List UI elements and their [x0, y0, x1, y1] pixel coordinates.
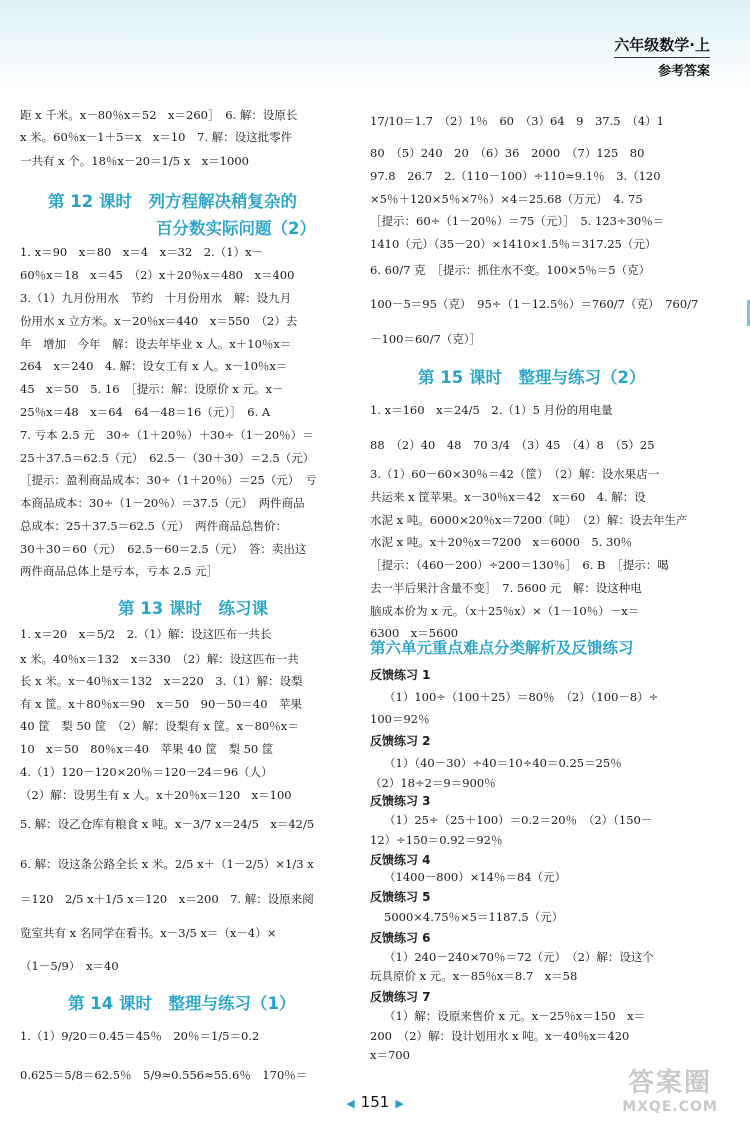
lesson-12-title-cont: 百分数实际问题（2） [156, 219, 316, 238]
text-line: 6. 解：设这条公路全长 x 米。2/5 x＋（1－2/5）×1/3 x [20, 857, 314, 871]
text-line: 脑成本价为 x 元。（x＋25％x）×（1－10％）－x＝ [370, 604, 640, 618]
text-line: ［提示：盈利商品成本：30÷（1＋20％）＝25（元） 亏 [20, 473, 317, 487]
text-line: 距 x 千米。x－80％x＝52 x＝260］ 6. 解：设原长 [20, 108, 298, 122]
lesson-13-title: 第 13 课时 练习课 [118, 599, 268, 618]
text-line: 30＋30＝60（元） 62.5－60＝2.5（元） 答：卖出这 [20, 542, 307, 556]
text-line: 水泥 x 吨。x＋20％x＝7200 x＝6000 5. 30％ [370, 535, 633, 549]
text-line: 60％x＝18 x＝45 （2）x＋20％x＝480 x＝400 [20, 268, 295, 282]
text-line: 45 x＝50 5. 16 ［提示：解：设原价 x 元。x－ [20, 382, 284, 396]
text-line: （1－5/9） x＝40 [20, 959, 119, 973]
text-line: 0.625＝5/8＝62.5％ 5/9≈0.556≈55.6％ 170％＝ [20, 1068, 308, 1082]
text-line: 两件商品总体上是亏本，亏本 2.5 元］ [20, 564, 219, 578]
prev-arrow-icon: ◀ [346, 1097, 355, 1110]
text-line: 一共有 x 个。18％x－20＝1/5 x x＝1000 [20, 154, 249, 168]
text-line: （1）100÷（100＋25）＝80％ （2）（100－8）÷ [384, 690, 659, 704]
text-line: 10 x＝50 80％x＝40 苹果 40 筐 梨 50 筐 [20, 742, 274, 756]
text-line: 6300 x＝5600 [370, 626, 459, 640]
text-line: ＝120 2/5 x＋1/5 x＝120 x＝200 7. 解：设原来阅 [20, 892, 314, 906]
text-line: 总成本：25＋37.5＝62.5（元） 两件商品总售价： [20, 519, 288, 533]
text-line: 年 增加 今年 解：设去年毕业 x 人。x＋10％x＝ [20, 337, 292, 351]
text-line: 本商品成本：30÷（1－20％）＝37.5（元） 两件商品 [20, 496, 305, 510]
text-line: 17/10＝1.7 （2）1％ 60 （3）64 9 37.5 （4）1 [370, 114, 664, 128]
text-line: 200 （2）解：设计划用水 x 吨。x－40％x＝420 [370, 1029, 630, 1043]
text-line: 有 x 筐。x＋80％x＝90 x＝50 90－50＝40 苹果 [20, 697, 303, 711]
lesson-15-title: 第 15 课时 整理与练习（2） [418, 368, 646, 387]
watermark-logo: 答案圈 [627, 1068, 712, 1098]
text-line: （1400－800）×14％＝84（元） [384, 870, 567, 884]
text-line: ×5％＋120×5％×7％）×4＝25.68（万元） 4. 75 [370, 192, 643, 206]
feedback-label: 反馈练习 6 [370, 931, 431, 945]
watermark-url: MXQE.COM [622, 1099, 718, 1115]
text-line: 7. 亏本 2.5 元 30÷（1＋20％）＋30÷（1－20％）＝ [20, 428, 314, 442]
text-line: （1）解：设原来售价 x 元。x－25％x＝150 x＝ [384, 1009, 646, 1023]
running-header [614, 34, 710, 79]
feedback-label: 反馈练习 2 [370, 734, 431, 748]
lesson-12-title: 第 12 课时 列方程解决稍复杂的 [48, 192, 297, 211]
text-line: x 米。40％x＝132 x＝330 （2）解：设这匹布一共 [20, 652, 299, 666]
text-line: 1.（1）9/20＝0.45＝45％ 20％＝1/5＝0.2 [20, 1029, 260, 1043]
text-line: 1410（元）（35－20）×1410×1.5％＝317.25（元） [370, 237, 657, 251]
text-line: （1）240－240×70％＝72（元） （2）解：设这个 [384, 950, 654, 964]
feedback-label: 反馈练习 4 [370, 853, 431, 867]
text-line: 3.（1）60－60×30％＝42（筐） （2）解：设水果店一 [370, 467, 660, 481]
text-line: 长 x 米。x－40％x＝132 x＝220 3.（1）解：设梨 [20, 674, 303, 688]
text-line: 80 （5）240 20 （6）36 2000 （7）125 80 [370, 146, 645, 160]
text-line: 览室共有 x 名同学在看书。x－3/5 x＝（x－4）× [20, 926, 277, 940]
text-line: 1. x＝20 x＝5/2 2.（1）解：设这匹布一共长 [20, 627, 272, 641]
text-line: 玩具原价 x 元。x－85％x＝8.7 x＝58 [370, 969, 578, 983]
text-line: 共运来 x 筐苹果。x－30％x＝42 x＝60 4. 解：设 [370, 490, 646, 504]
text-line: 25％x＝48 x＝64 64－48＝16（元）］ 6. A [20, 405, 271, 419]
text-line: 6. 60/7 克 ［提示：抓住水不变。100×5％＝5（克） [370, 263, 651, 277]
text-line: 去一半后果汁含量不变］ 7. 5600 元 解：设这种电 [370, 581, 642, 595]
feedback-label: 反馈练习 5 [370, 890, 431, 904]
page-number: 151 [360, 1093, 390, 1111]
text-line: 3.（1）九月份用水 节约 十月份用水 解：设九月 [20, 291, 292, 305]
text-line: （2）18÷2＝9＝900％ [370, 776, 496, 790]
text-line: 25＋37.5＝62.5（元） 62.5－（30＋30）＝2.5（元） [20, 451, 315, 465]
text-line: 1. x＝160 x＝24/5 2.（1）5 月份的用电量 [370, 403, 613, 417]
text-line: 4.（1）120－120×20％＝120－24＝96（人） [20, 765, 273, 779]
text-line: 1. x＝90 x＝80 x＝4 x＝32 2.（1）x－ [20, 245, 264, 259]
feedback-label: 反馈练习 1 [370, 668, 431, 682]
text-line: 100－5＝95（克） 95÷（1－12.5％）＝760/7（克） 760/7 [370, 297, 699, 311]
text-line: 100＝92％ [370, 712, 430, 726]
text-line: ［提示：（460－200）÷200＝130％］ 6. B ［提示：喝 [370, 558, 669, 572]
feedback-label: 反馈练习 7 [370, 990, 431, 1004]
text-line: x 米。60％x－1＋5＝x x＝10 7. 解：设这批零件 [20, 130, 293, 144]
text-line: 水泥 x 吨。6000×20％x＝7200（吨） （2）解：设去年生产 [370, 513, 688, 527]
text-line: 264 x＝240 4. 解：设女工有 x 人。x－10％x＝ [20, 359, 288, 373]
text-line: 40 筐 梨 50 筐 （2）解：设梨有 x 筐。x－80％x＝ [20, 719, 299, 733]
watermark [610, 1062, 730, 1115]
text-line: 份用水 x 立方米。x－20％x＝440 x＝550 （2）去 [20, 314, 298, 328]
text-line: （2）解：设男生有 x 人。x＋20％x＝120 x＝100 [20, 788, 292, 802]
text-line: （1）（40－30）÷40＝10÷40＝0.25＝25％ [384, 756, 622, 770]
text-line: －100＝60/7（克）］ [370, 332, 482, 346]
text-line: 5000×4.75％×5＝1187.5（元） [384, 910, 564, 924]
text-line: 88 （2）40 48 70 3/4 （3）45 （4）8 （5）25 [370, 438, 655, 452]
text-line: 12）÷150＝0.92＝92％ [370, 833, 503, 847]
text-line: ［提示：60÷（1－20％）＝75（元）］ 5. 123÷30％＝ [370, 214, 665, 228]
unit-six-title: 第六单元重点难点分类解析及反馈练习 [370, 639, 634, 657]
next-arrow-icon: ▶ [395, 1097, 404, 1110]
text-line: x＝700 [370, 1048, 410, 1062]
book-title: 六年级数学·上 [614, 34, 710, 58]
text-line: 97.8 26.7 2.（110－100）÷110≈9.1％ 3.（120 [370, 169, 661, 183]
section-label: 参考答案 [657, 64, 710, 79]
lesson-14-title: 第 14 课时 整理与练习（1） [68, 994, 296, 1013]
text-line: （1）25÷（25＋100）＝0.2＝20％ （2）（150－ [384, 813, 653, 827]
feedback-label: 反馈练习 3 [370, 794, 431, 808]
text-line: 5. 解：设乙仓库有粮食 x 吨。x－3/7 x＝24/5 x＝42/5 [20, 817, 315, 831]
